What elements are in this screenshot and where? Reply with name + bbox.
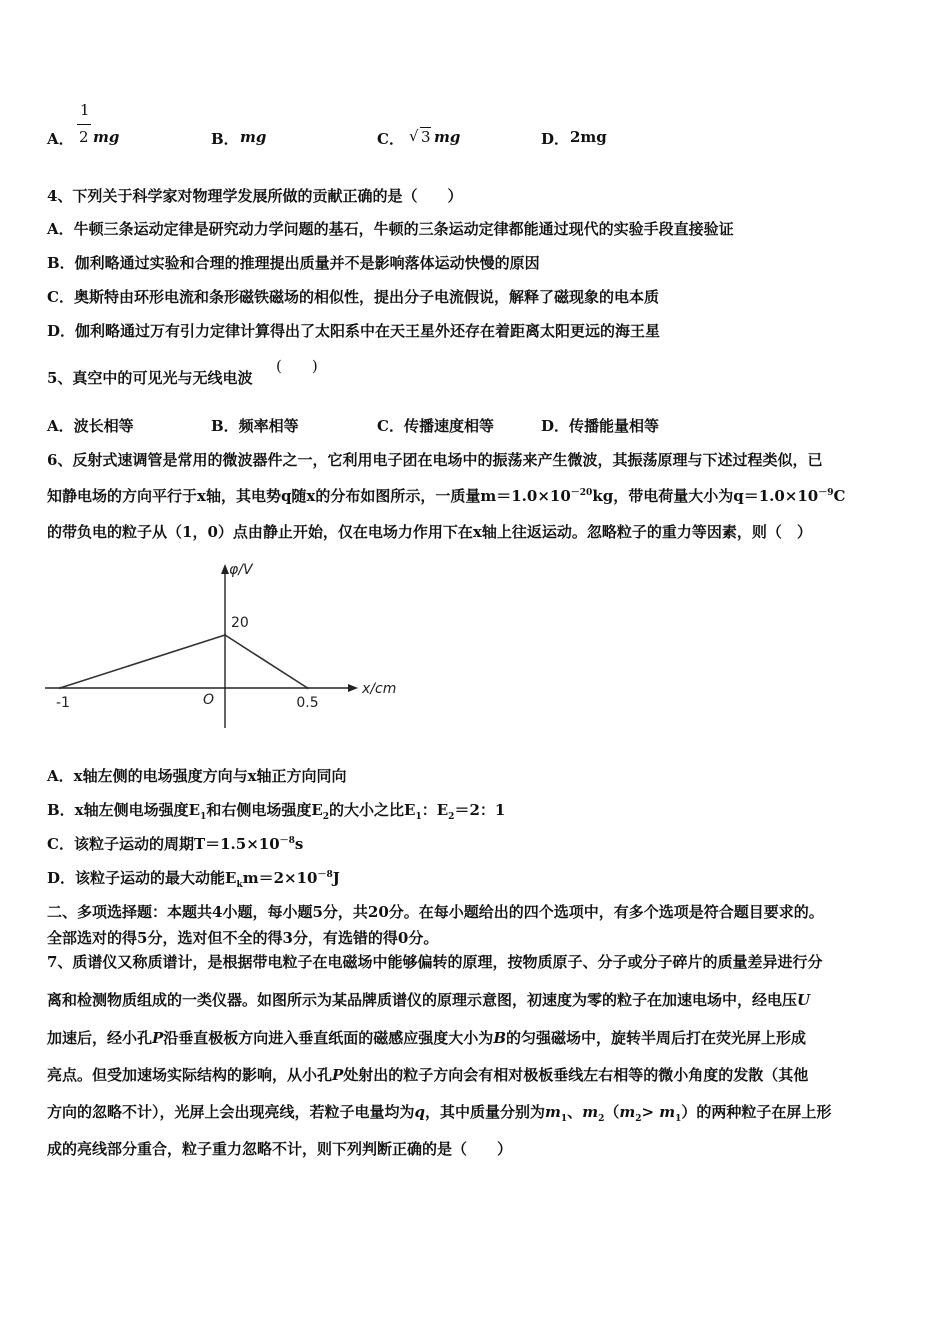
section-2-line-1: 二、多项选择题：本题共4小题，每小题5分，共20分。在每小题给出的四个选项中，有多个选项是符合题目要求的。: [47, 903, 824, 921]
q6-exp-charge: －9: [818, 488, 834, 498]
q7-m1b-sub: 1: [675, 1114, 682, 1124]
q7-l5f: ）的两种粒子在屏上形: [681, 1103, 832, 1121]
q3-b-unit: mg: [240, 128, 267, 146]
q7-line-2: [47, 990, 810, 1010]
q6-b-sub4: 2: [448, 812, 455, 822]
potential-series-line: [60, 635, 308, 688]
q6-d-exp: －8: [317, 870, 333, 880]
q6-b-5: ＝2：1: [454, 801, 506, 819]
q3-c-unit: mg: [434, 128, 461, 146]
q7-charge-var: q: [414, 1103, 426, 1121]
q6-option-b: [47, 800, 505, 820]
data-point: [306, 687, 308, 689]
q3-a-numerator: 1: [80, 101, 90, 119]
q7-field-var: B: [493, 1029, 506, 1047]
q7-l3b: 沿垂直极板方向进入垂直纸面的磁感应强度大小为: [163, 1029, 494, 1047]
q6-line-1: 6、反射式速调管是常用的微波器件之一，它利用电子团在电场中的振荡来产生微波，其振荡原理与下述过程类似，已: [47, 451, 823, 469]
q7-m2-sub: 2: [598, 1114, 605, 1124]
q7-l3c: 的匀强磁场中，旋转半周后打在荧光屏上形成: [506, 1029, 807, 1047]
q7-l5d: （: [604, 1103, 620, 1121]
q6-b-1: B．x轴左侧电场强度E: [47, 801, 201, 819]
q7-hole-var: P: [152, 1029, 164, 1047]
fraction-bar: [77, 124, 91, 125]
data-point: [224, 634, 226, 636]
q7-m2b-sub: 2: [635, 1114, 642, 1124]
sqrt-icon: √: [409, 127, 419, 145]
q4-option-a: A．牛顿三条运动定律是研究动力学问题的基石，牛顿的三条运动定律都能通过现代的实验手段直接验证: [47, 220, 734, 238]
q5-option-c: C．传播速度相等: [377, 417, 494, 435]
q6-line-2: [47, 486, 845, 506]
q3-d-unit: 2mg: [570, 128, 607, 146]
q4-stem: 4、下列关于科学家对物理学发展所做的贡献正确的是（ ）: [47, 187, 463, 205]
q5-paren: ( ): [276, 357, 318, 375]
q6-b-2: 和右侧电场强度E: [206, 801, 323, 819]
q3-a-label: A．: [47, 130, 74, 148]
q3-c-label: C．: [377, 130, 404, 148]
q3-d-label: D．: [541, 130, 570, 148]
q6-option-a: A．x轴左侧的电场强度方向与x轴正方向同向: [47, 767, 347, 785]
q6-exp-mass: －20: [570, 488, 593, 498]
q4-option-b: B．伽利略通过实验和合理的推理提出质量并不是影响落体运动快慢的原因: [47, 254, 540, 272]
q7-m1-sub: 1: [560, 1114, 568, 1124]
q6-b-4: ：E: [421, 801, 449, 819]
q4-option-c: C．奥斯特由环形电流和条形磁铁磁场的相似性，提出分子电流假说，解释了磁现象的电本质: [47, 288, 659, 306]
q7-line-3: [47, 1028, 806, 1048]
potential-graph: [40, 560, 410, 740]
q7-hole-var-2: P: [332, 1066, 344, 1084]
q6-d-3: J: [332, 869, 340, 887]
y-tick-label-top: 20: [231, 615, 249, 631]
q7-line-6: 成的亮线部分重合，粒子重力忽略不计，则下列判断正确的是（ ）: [47, 1140, 513, 1158]
q7-line-1: 7、质谱仪又称质谱计，是根据带电粒子在电磁场中能够偏转的原理，按物质原子、分子或分子碎片的质量差异进行分: [47, 953, 823, 971]
q6-c-1: C．该粒子运动的周期T＝1.5×10: [47, 835, 280, 853]
q7-l5e: >: [641, 1103, 660, 1121]
q7-voltage-var: U: [797, 991, 811, 1009]
q7-l3a: 加速后，经小孔: [47, 1029, 153, 1047]
y-axis-arrow-icon: [221, 564, 229, 574]
q5-stem: 5、真空中的可见光与无线电波: [47, 369, 253, 387]
section-2-line-2: 全部选对的得5分，选对但不全的得3分，有选错的得0分。: [47, 929, 439, 947]
q6-b-sub3: 1: [415, 812, 422, 822]
q6-l2c: C: [833, 487, 846, 505]
q7-line-4: [47, 1065, 808, 1085]
q6-b-sub1: 1: [200, 812, 207, 822]
q3-a-unit: mg: [93, 128, 120, 146]
data-point: [59, 687, 61, 689]
q7-l5c: 、: [567, 1103, 583, 1121]
q6-line-3: 的带负电的粒子从（1，0）点由静止开始，仅在电场力作用下在x轴上往返运动。忽略粒子的重力等因素，则（ ）: [47, 523, 812, 541]
q6-b-3: 的大小之比E: [329, 801, 416, 819]
q3-c-root: 3: [421, 128, 431, 146]
q5-option-a: A．波长相等: [47, 417, 134, 435]
y-axis-label: φ/V: [229, 562, 253, 578]
q6-d-2: m＝2×10: [242, 869, 318, 887]
q3-a-denominator: 2: [79, 128, 89, 146]
x-axis-arrow-icon: [348, 684, 358, 692]
q6-d-sub: k: [236, 880, 243, 890]
q6-option-c: [47, 834, 303, 854]
q7-m1: m: [545, 1103, 561, 1121]
q6-d-1: D．该粒子运动的最大动能E: [47, 869, 237, 887]
q6-c-2: s: [294, 835, 304, 853]
q4-option-d: D．伽利略通过万有引力定律计算得出了太阳系中在天王星外还存在着距离太阳更远的海王星: [47, 322, 661, 340]
q7-l4b: 处射出的粒子方向会有相对极板垂线左右相等的微小角度的发散（其他: [343, 1066, 809, 1084]
q7-l5a: 方向的忽略不计），光屏上会出现亮线，若粒子电量均为: [47, 1103, 415, 1121]
q6-c-exp: －8: [279, 836, 295, 846]
q7-line-5: [47, 1102, 831, 1122]
origin-label: O: [203, 692, 215, 708]
x-axis-label: x/cm: [362, 681, 397, 697]
q5-option-d: D．传播能量相等: [541, 417, 660, 435]
q7-l5b: ，其中质量分别为: [425, 1103, 546, 1121]
x-tick-label-left: -1: [56, 695, 70, 711]
q7-l2a: 离和检测物质组成的一类仪器。如图所示为某品牌质谱仪的原理示意图，初速度为零的粒子在加速电场中，经电压: [47, 991, 798, 1009]
q7-l4a: 亮点。但受加速场实际结构的影响，从小孔: [47, 1066, 333, 1084]
q6-option-d: [47, 868, 340, 888]
q6-b-sub2: 2: [322, 812, 330, 822]
q7-m2b: m: [619, 1103, 636, 1121]
q3-b-label: B．: [211, 130, 239, 148]
q7-m2: m: [582, 1103, 599, 1121]
q7-m1b: m: [659, 1103, 676, 1121]
q6-l2b: kg，带电荷量大小为q＝1.0×10: [592, 487, 819, 505]
q5-option-b: B．频率相等: [211, 417, 299, 435]
x-tick-label-right: 0.5: [296, 695, 319, 711]
q6-l2a: 知静电场的方向平行于x轴，其电势q随x的分布如图所示，一质量m＝1.0×10: [47, 487, 571, 505]
